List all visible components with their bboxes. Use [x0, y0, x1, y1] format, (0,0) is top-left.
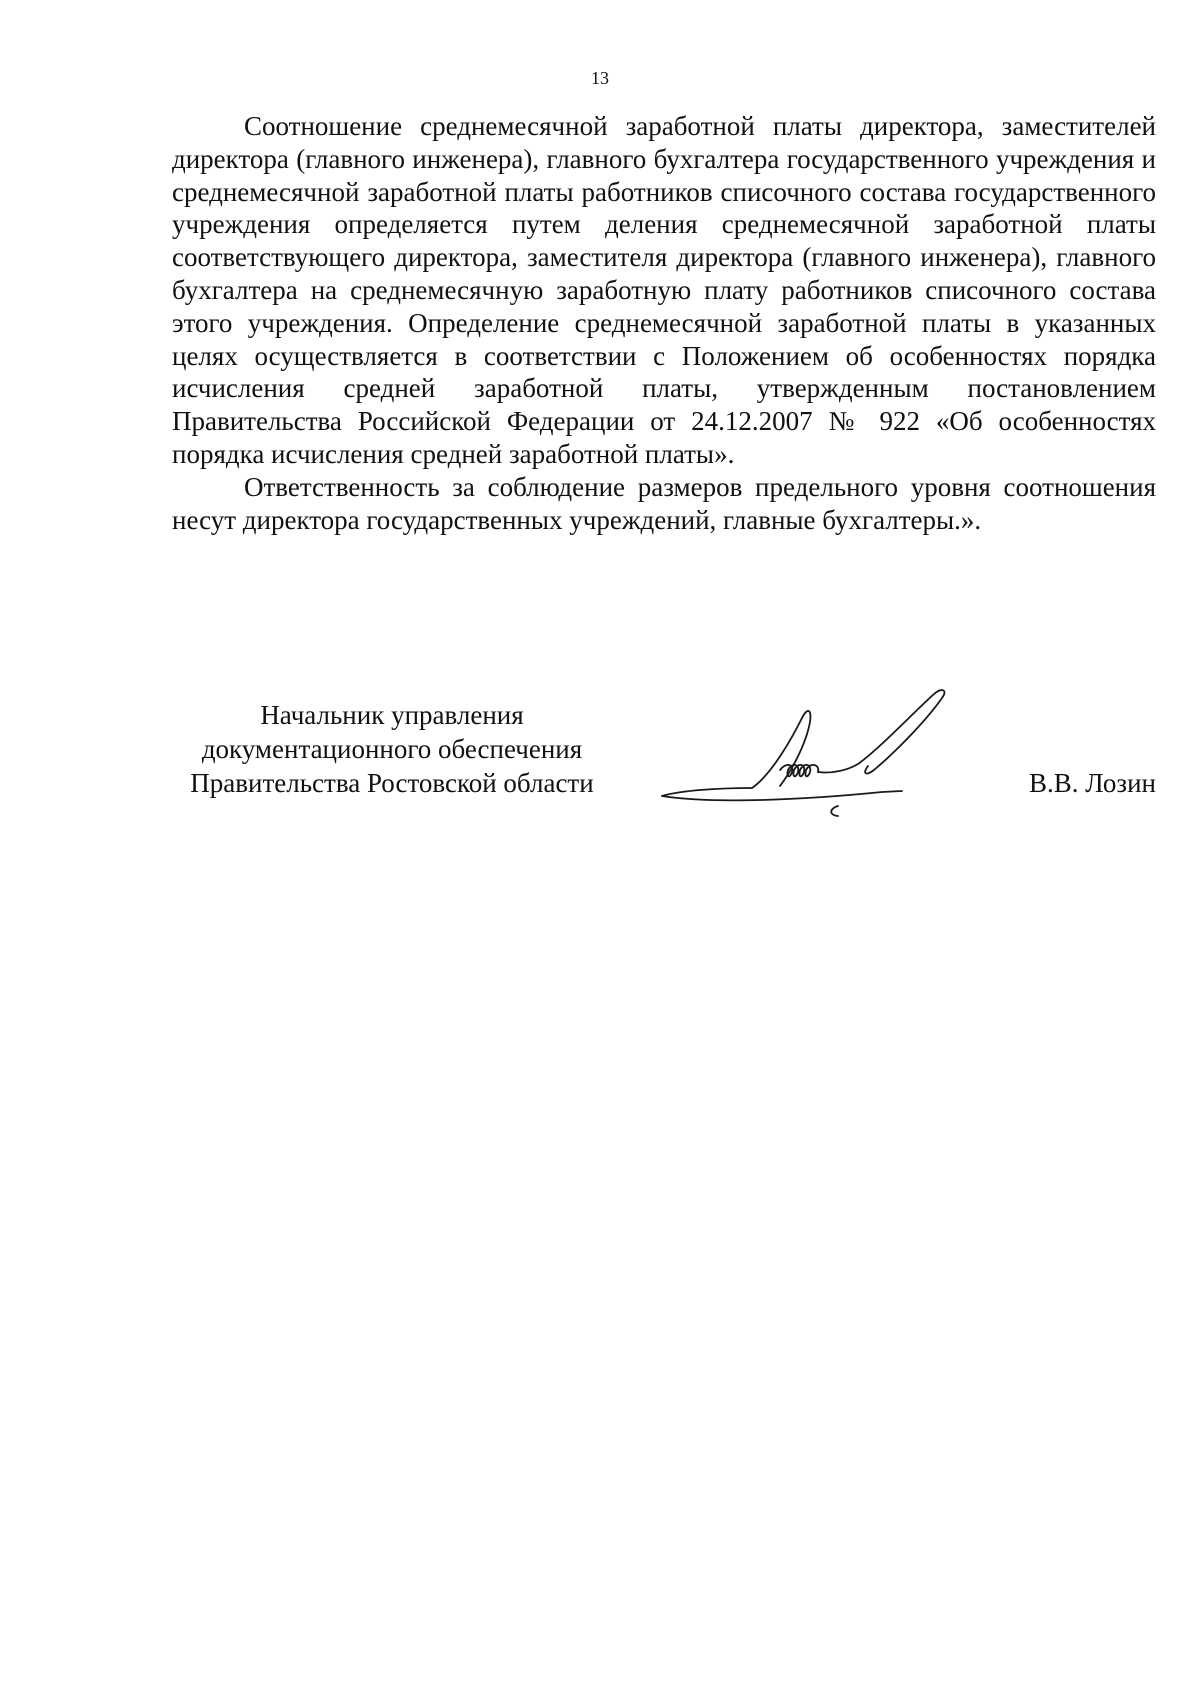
signatory-title-line: Правительства Ростовской области [190, 768, 594, 798]
paragraph-salary-ratio: Соотношение среднемесячной заработной платы директора, заместителей директора (главного инженера), главного бухгалтера государственного учреждения и среднемесячной заработной платы работников списочного состава государственного учреждения определяется путем деления среднемесячной заработной платы соответствующего директора, заместителя директора (главного инженера), главного бухгалтера на среднемесячную заработную плату работников списочного состава этого учреждения. Определение среднемесячной заработной платы в указанных целях осуществляется в соответствии с Положением об особенностях порядка исчисления средней заработной платы, утвержденным постановлением Правительства Российской Федерации от 24.12.2007 № 922 «Об особенностях порядка исчисления средней заработной платы». [172, 111, 1156, 469]
signatory-title [172, 698, 612, 800]
signatory-title-line: Начальник управления [260, 700, 524, 730]
document-body [172, 110, 1156, 536]
signatory-title-line: документационного обеспечения [201, 734, 583, 764]
page-number: 13 [591, 68, 609, 88]
paragraph-responsibility: Ответственность за соблюдение размеров предельного уровня соотношения несут директора государственных учреждений, главные бухгалтеры.». [172, 471, 1156, 535]
signature-block [172, 698, 1156, 818]
handwritten-signature [652, 678, 982, 828]
signatory-name: В.В. Лозин [1029, 768, 1156, 798]
